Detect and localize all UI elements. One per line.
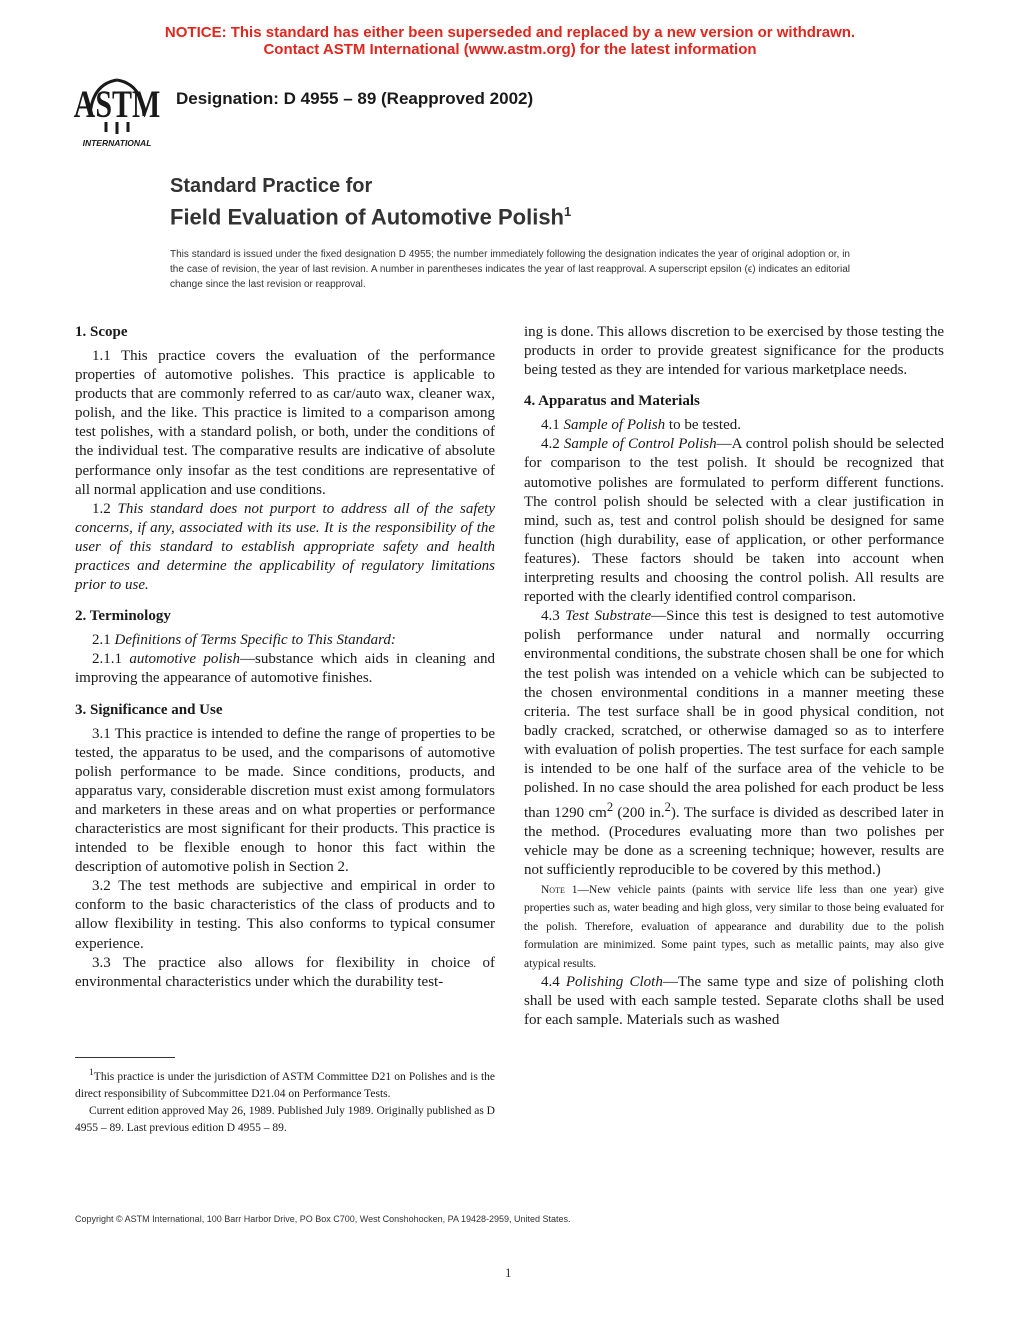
para-number: 4.2	[541, 436, 564, 453]
paragraph-4-1	[524, 416, 944, 435]
note-label: Note 1	[541, 883, 578, 896]
superscript: 2	[664, 800, 671, 815]
para-text: —A control polish should be selected for comparison to the test polish. It should be recognized that automotive polishes are formulated to perform different functions. The control polish should be selected with a clear justification in mind, such as, test and control polish should be designed for same function (high durability, ease of application, or other performance features). These factors should be taken into account when interpreting results and choosing the control polish. All results are reported with the clearly identified control comparison.	[524, 436, 945, 606]
paragraph-4-3	[524, 607, 944, 880]
para-number: 1.2	[92, 500, 118, 517]
footnote-1	[75, 1064, 495, 1103]
definitions-heading: Definitions of Terms Specific to This Standard:	[114, 632, 396, 649]
logo-subtitle: INTERNATIONAL	[82, 138, 152, 148]
footnote-divider	[75, 1057, 175, 1058]
designation: Designation: D 4955 – 89 (Reapproved 2002)	[176, 89, 534, 108]
para-text: to be tested.	[665, 417, 741, 434]
title-line-1: Standard Practice for	[170, 175, 373, 197]
astm-logo-icon	[72, 70, 162, 150]
right-column	[524, 323, 944, 1030]
paragraph-1-2	[75, 500, 495, 595]
paragraph-1-1: 1.1 This practice covers the evaluation of the performance properties of automotive polishes. This practice is applicable to products that are commonly referred to as car/auto wax, cleaner wax, polish, and the like. This practice is limited to a comparison among test polishes, with a standard polish, or both, under the conditions of the individual test. The comparative results are indicative of absolute performance only insofar as the test conditions are representative of all normal application and use conditions.	[75, 348, 495, 498]
title-footnote-mark: 1	[564, 204, 572, 219]
withdrawal-notice	[0, 24, 1020, 58]
footnote-edition: Current edition approved May 26, 1989. Published July 1989. Originally published as D 4955 – 89. Last previous edition D 4955 – 89.	[75, 1104, 495, 1134]
para-number: 4.1	[541, 417, 564, 434]
term-control-polish: Sample of Control Polish	[563, 436, 717, 453]
notice-line-2: Contact ASTM International (www.astm.org) for the latest information	[263, 41, 757, 58]
term-polishing-cloth: Polishing Cloth	[565, 974, 663, 991]
para-number: 2.1.1	[92, 651, 130, 668]
safety-caveat: This standard does not purport to address all of the safety concerns, if any, associated with its use. It is the responsibility of the user of this standard to establish appropriate safety and health practices and determine the applicability of regulatory limitations prior to use.	[75, 500, 496, 594]
title-text: Field Evaluation of Automotive Polish	[170, 204, 564, 230]
para-text: —Since this test is designed to test automotive polish performance under natural and normally occurring environmental conditions, the substrate chosen shall be one for which the test polish was intended on a vehicle which can be subjected to the chosen environmental conditions in a manner meeting these criteria. The test surface shall be in good physical condition, not badly cracked, scratched, or otherwise damaged so as to interfere with evaluation of polish properties. The test surface for each sample is intended to be one half of the surface area of the vehicle to be polished. In no case should the area polished for each product be less than 1290 cm	[524, 608, 945, 822]
paragraph-4-4	[524, 973, 944, 1030]
section-heading-significance: 3. Significance and Use	[75, 701, 223, 718]
paragraph-3-3-continued: ing is done. This allows discretion to be exercised by those testing the products in order to provide greatest significance for the products being tested as they are intended for various marketplace needs.	[524, 324, 944, 379]
paragraph-3-1: 3.1 This practice is intended to define the range of properties to be tested, the apparatus to be used, and the comparisons of automotive polish performance to be made. Since conditions, products, and apparatus vary, considerable discretion must exist among formulators and marketers in these areas and on what properties or performance characteristics are most significant for their products. This practice is intended to be flexible enough to honor this fact within the description of automotive polish in Section 2.	[75, 725, 495, 876]
footnote-text: This practice is under the jurisdiction of ASTM Committee D21 on Polishes and is the direct responsibility of Subcommittee D21.04 on Performance Tests.	[75, 1070, 495, 1100]
document-title	[170, 174, 571, 231]
footnote-mark: 1	[89, 1067, 94, 1078]
copyright: Copyright © ASTM International, 100 Barr Harbor Drive, PO Box C700, West Conshohocken, PA 19428-2959, United States.	[75, 1214, 571, 1224]
section-heading-terminology: 2. Terminology	[75, 608, 171, 625]
paragraph-3-2: 3.2 The test methods are subjective and empirical in order to conform to the basic characteristics of the class of products and to allow flexibility in testing. This also conforms to typical consumer experience.	[75, 878, 495, 952]
para-text: —The same type and size of polishing cloth shall be used with each sample tested. Separate cloths shall be used for each sample. Materials such as washed	[524, 974, 944, 1029]
paragraph-4-2	[524, 435, 944, 607]
title-line-2	[170, 198, 571, 231]
term-automotive-polish: automotive polish	[129, 651, 241, 668]
definition-text: —substance which aids in cleaning and improving the appearance of automotive finishes.	[75, 651, 495, 687]
superscript: 2	[606, 800, 614, 815]
issued-note: This standard is issued under the fixed designation D 4955; the number immediately following the designation indicates the year of original adoption or, in the case of revision, the year of last revision. A number in parentheses indicates the year of last reapproval. A superscript epsilon (ϵ) indicates an editorial change since the last revision or reapproval.	[170, 249, 850, 290]
section-heading-scope: 1. Scope	[75, 324, 128, 340]
logo-letters: ASTM	[73, 82, 161, 126]
footnotes	[75, 1064, 495, 1137]
paragraph-2-1	[75, 631, 495, 650]
para-number: 4.3	[541, 608, 566, 625]
page-number: 1	[505, 1265, 512, 1280]
para-number: 2.1	[92, 632, 115, 649]
left-column	[75, 323, 495, 992]
term-test-substrate: Test Substrate	[565, 608, 652, 625]
astm-logo	[72, 70, 162, 150]
term-sample-of-polish: Sample of Polish	[563, 417, 666, 434]
note-text: —New vehicle paints (paints with service life less than one year) give properties such as, water beading and high gloss, very similar to those being evaluated for the polish. Therefore, evaluation of appearance and durability due to the polish formulation are minimized. Some paint types, such as metallic paints, may also give atypical results.	[524, 883, 945, 970]
section-heading-apparatus: 4. Apparatus and Materials	[524, 393, 700, 410]
para-number: 4.4	[541, 974, 566, 991]
para-text: ). The surface is divided as described later in the method. (Procedures evaluating more than two polishes per vehicle may be done as a screening technique; however, results are not sufficiently reproducible to be covered by this method.)	[524, 805, 944, 879]
paragraph-3-3: 3.3 The practice also allows for flexibility in choice of environmental characteristics under which the durability test-	[75, 954, 495, 990]
paragraph-2-1-1	[75, 650, 495, 688]
notice-line-1: NOTICE: This standard has either been superseded and replaced by a new version or withdrawn.	[164, 24, 856, 41]
note-1	[524, 881, 944, 974]
para-text: (200 in.	[613, 805, 665, 822]
